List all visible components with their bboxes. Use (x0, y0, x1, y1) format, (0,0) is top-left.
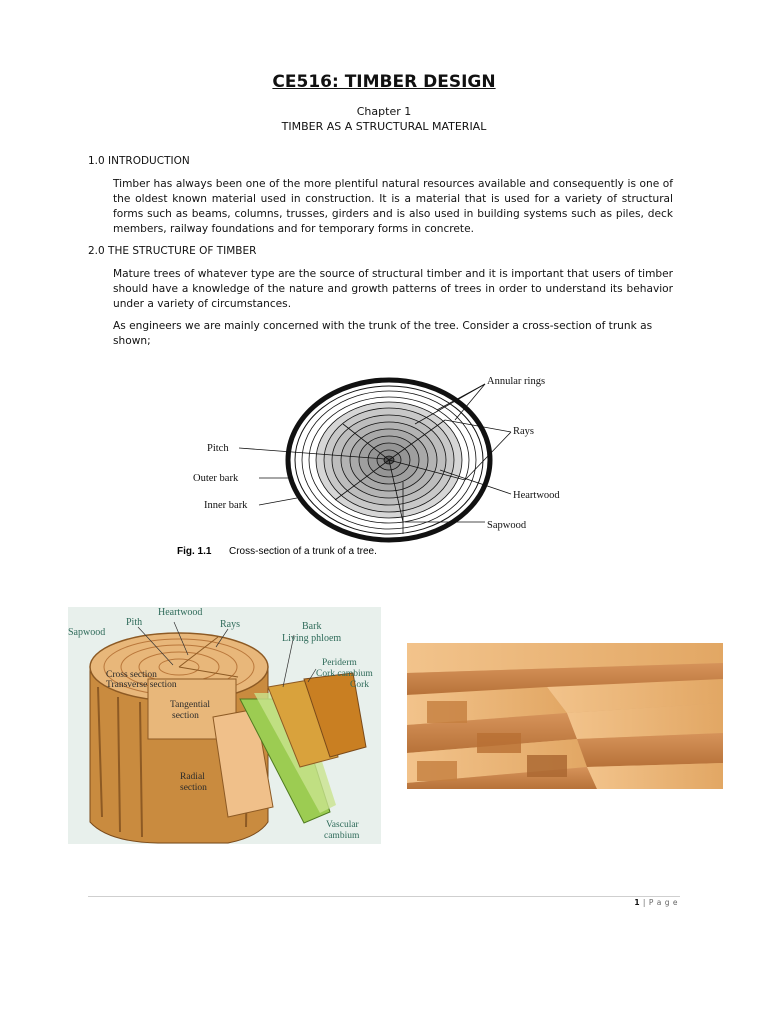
paragraph-introduction: Timber has always been one of the more plentiful natural resources available and consequently is one of the oldest known material used in construction. It is a material that is used for a variety of structural forms such as beams, columns, trusses, girders and is also used in building systems such as piles, deck members, railway foundations and for temporary forms in concrete. (113, 178, 673, 235)
label-rays: Rays (513, 426, 534, 437)
label-cambium: cambium (324, 831, 360, 841)
page-number: 1 (634, 898, 641, 907)
label-tangential-section: section (172, 711, 199, 721)
lumber-stack-photo (407, 643, 723, 789)
label-inner-bark: Inner bark (204, 500, 248, 511)
label-pith: Pith (126, 617, 143, 628)
footer-divider (88, 896, 680, 897)
section-number: 1.0 (88, 155, 105, 167)
figure-trunk-cross-section (175, 362, 585, 567)
label-heartwood-2: Heartwood (158, 607, 203, 618)
label-transverse-section: Transverse section (106, 680, 177, 690)
planks (407, 643, 723, 789)
label-living-phloem: Living phloem (282, 633, 342, 644)
section-title: THE STRUCTURE OF TIMBER (108, 245, 257, 257)
label-sapwood: Sapwood (487, 520, 527, 531)
label-radial: Radial (180, 772, 205, 782)
label-cross-section: Cross section (106, 670, 157, 680)
label-sapwood-2: Sapwood (68, 627, 106, 638)
section-title: INTRODUCTION (108, 155, 190, 167)
page-footer (634, 898, 678, 907)
label-heartwood: Heartwood (513, 490, 560, 501)
label-bark: Bark (302, 621, 322, 632)
label-cork: Cork (350, 680, 369, 690)
section-number: 2.0 (88, 245, 105, 257)
chapter-title: TIMBER AS A STRUCTURAL MATERIAL (281, 120, 487, 133)
label-outer-bark: Outer bark (193, 473, 239, 484)
label-radial-section: section (180, 783, 207, 793)
figure-caption-text: Cross-section of a trunk of a tree. (229, 546, 377, 557)
label-cork-cambium: Cork cambium (316, 669, 373, 679)
label-pitch: Pitch (207, 443, 229, 454)
chapter-number: Chapter 1 (356, 105, 412, 118)
trunk-cross-section-drawing (288, 380, 490, 540)
label-periderm: Periderm (322, 658, 357, 668)
paragraph-structure-2: As engineers we are mainly concerned with the trunk of the tree. Consider a cross-section of trunk as shown; (113, 320, 653, 347)
label-rays-2: Rays (220, 619, 240, 630)
paragraph-structure-1: Mature trees of whatever type are the source of structural timber and it is important that users of timber should have a knowledge of the nature and growth patterns of trees in order to understand its behavior under a variety of circumstances. (113, 268, 673, 310)
page-label: | P a g e (640, 898, 678, 907)
document-title: CE516: TIMBER DESIGN (272, 72, 496, 92)
label-tangential: Tangential (170, 700, 210, 710)
label-annular-rings: Annular rings (487, 376, 546, 387)
section-heading-introduction (88, 155, 190, 167)
section-heading-structure (88, 245, 256, 257)
figure-trunk-section-diagram (68, 607, 381, 844)
figure-caption-number: Fig. 1.1 (177, 546, 212, 557)
label-vascular: Vascular (326, 820, 359, 830)
